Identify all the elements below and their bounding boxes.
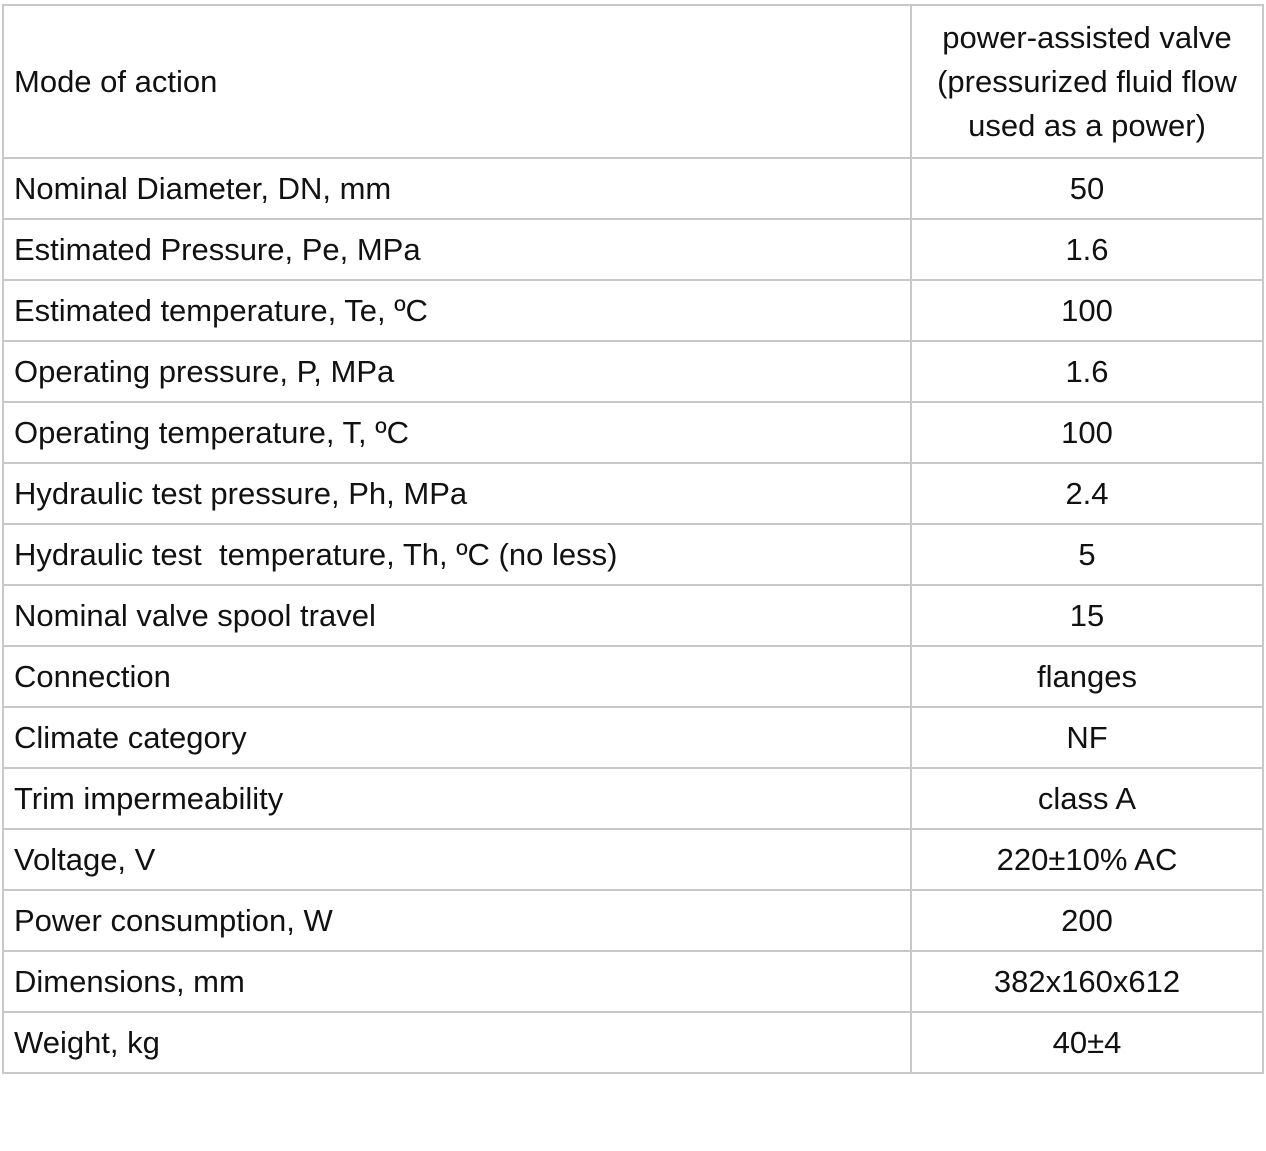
value-line: (pressurized fluid flow: [937, 63, 1237, 99]
value-cell: flanges: [911, 646, 1263, 707]
table-row: [3, 280, 1263, 341]
value-cell: 40±4: [911, 1012, 1263, 1073]
parameter-cell: Weight, kg: [3, 1012, 911, 1073]
table-row: [3, 829, 1263, 890]
value-line: used as a power): [968, 107, 1206, 143]
parameter-cell: Nominal Diameter, DN, mm: [3, 158, 911, 219]
table-row: [3, 707, 1263, 768]
parameter-cell: Power consumption, W: [3, 890, 911, 951]
parameter-cell: Mode of action: [3, 5, 911, 158]
parameter-cell: Nominal valve spool travel: [3, 585, 911, 646]
value-cell: 50: [911, 158, 1263, 219]
value-cell: 1.6: [911, 341, 1263, 402]
parameter-cell: Trim impermeability: [3, 768, 911, 829]
table-row: [3, 402, 1263, 463]
value-cell: 2.4: [911, 463, 1263, 524]
parameter-cell: Operating pressure, P, MPa: [3, 341, 911, 402]
table-row: [3, 158, 1263, 219]
value-cell: [911, 5, 1263, 158]
value-cell: NF: [911, 707, 1263, 768]
value-cell: 382x160x612: [911, 951, 1263, 1012]
table-row: [3, 585, 1263, 646]
table-row: [3, 646, 1263, 707]
specification-table: [2, 4, 1264, 1074]
table-row-mode-of-action: [3, 5, 1263, 158]
parameter-cell: Connection: [3, 646, 911, 707]
value-cell: 100: [911, 402, 1263, 463]
table-row: [3, 951, 1263, 1012]
parameter-cell: Voltage, V: [3, 829, 911, 890]
parameter-cell: Estimated temperature, Te, ºC: [3, 280, 911, 341]
parameter-cell: Operating temperature, T, ºC: [3, 402, 911, 463]
table-row: [3, 890, 1263, 951]
value-cell: class A: [911, 768, 1263, 829]
table-row: [3, 768, 1263, 829]
value-line: power-assisted valve: [942, 19, 1232, 55]
value-cell: 200: [911, 890, 1263, 951]
table-body: [3, 5, 1263, 1073]
value-cell: 220±10% AC: [911, 829, 1263, 890]
value-cell: 15: [911, 585, 1263, 646]
parameter-cell: Climate category: [3, 707, 911, 768]
value-cell: 1.6: [911, 219, 1263, 280]
parameter-cell: Estimated Pressure, Pe, MPa: [3, 219, 911, 280]
table-row: [3, 463, 1263, 524]
table-row: [3, 219, 1263, 280]
value-cell: 5: [911, 524, 1263, 585]
parameter-cell: Hydraulic test temperature, Th, ºC (no less): [3, 524, 911, 585]
parameter-cell: Hydraulic test pressure, Ph, MPa: [3, 463, 911, 524]
table-row: [3, 524, 1263, 585]
table-row: [3, 1012, 1263, 1073]
value-cell: 100: [911, 280, 1263, 341]
table-row: [3, 341, 1263, 402]
parameter-cell: Dimensions, mm: [3, 951, 911, 1012]
